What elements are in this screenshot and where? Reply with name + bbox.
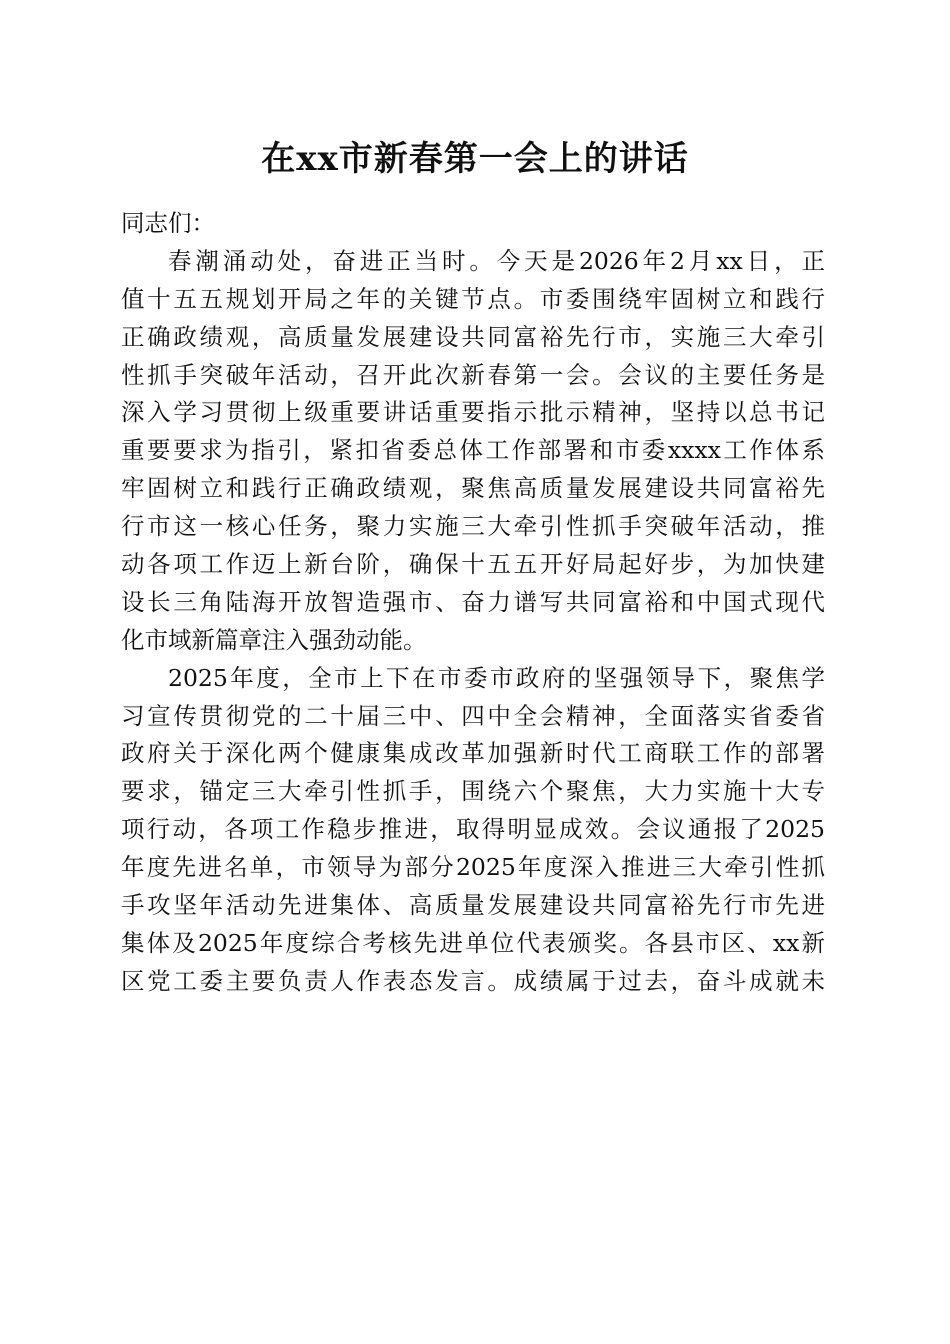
paragraph-line: 习宣传贯彻党的二十届三中、四中全会精神，全面落实省委省 [121, 701, 825, 730]
paragraph-line: 化市域新篇章注入强劲动能。 [121, 625, 427, 654]
paragraph-line: 春潮涌动处，奋进正当时。今天是2026年2月xx日，正 [168, 246, 825, 275]
paragraph-line: 要求，锚定三大牵引性抓手，围绕六个聚焦，大力实施十大专 [121, 777, 825, 806]
paragraph-line: 项行动，各项工作稳步推进，取得明显成效。会议通报了2025 [121, 815, 825, 844]
paragraph-line: 区党工委主要负责人作表态发言。成绩属于过去，奋斗成就未 [121, 966, 825, 995]
paragraph-line: 重要要求为指引，紧扣省委总体工作部署和市委xxxx工作体系 [121, 436, 825, 465]
paragraph-line: 2025年度，全市上下在市委市政府的坚强领导下，聚焦学 [168, 663, 825, 692]
paragraph-line: 政府关于深化两个健康集成改革加强新时代工商联工作的部署 [121, 739, 825, 768]
paragraph-line: 深入学习贯彻上级重要讲话重要指示批示精神，坚持以总书记 [121, 398, 825, 427]
paragraph-line: 动各项工作迈上新台阶，确保十五五开好局起好步，为加快建 [121, 550, 825, 579]
paragraph [121, 660, 825, 1001]
paragraph-line: 性抓手突破年活动，召开此次新春第一会。会议的主要任务是 [121, 360, 825, 389]
document-title: 在xx市新春第一会上的讲话 [261, 139, 689, 179]
paragraph-line: 行市这一核心任务，聚力实施三大牵引性抓手突破年活动，推 [121, 512, 825, 541]
paragraph-line: 牢固树立和践行正确政绩观，聚焦高质量发展建设共同富裕先 [121, 474, 825, 503]
paragraph [121, 243, 825, 660]
paragraph-line: 正确政绩观，高质量发展建设共同富裕先行市，实施三大牵引 [121, 322, 825, 351]
paragraph-line: 年度先进名单，市领导为部分2025年度深入推进三大牵引性抓 [121, 853, 825, 882]
salutation: 同志们： [121, 209, 215, 237]
paragraph-line: 集体及2025年度综合考核先进单位代表颁奖。各县市区、xx新 [121, 928, 825, 957]
paragraph-line: 值十五五规划开局之年的关键节点。市委围绕牢固树立和践行 [121, 284, 825, 313]
document-body [121, 205, 825, 1001]
paragraph-line: 设长三角陆海开放智造强市、奋力谱写共同富裕和中国式现代 [121, 587, 825, 616]
paragraph-line: 手攻坚年活动先进集体、高质量发展建设共同富裕先行市先进 [121, 891, 825, 920]
